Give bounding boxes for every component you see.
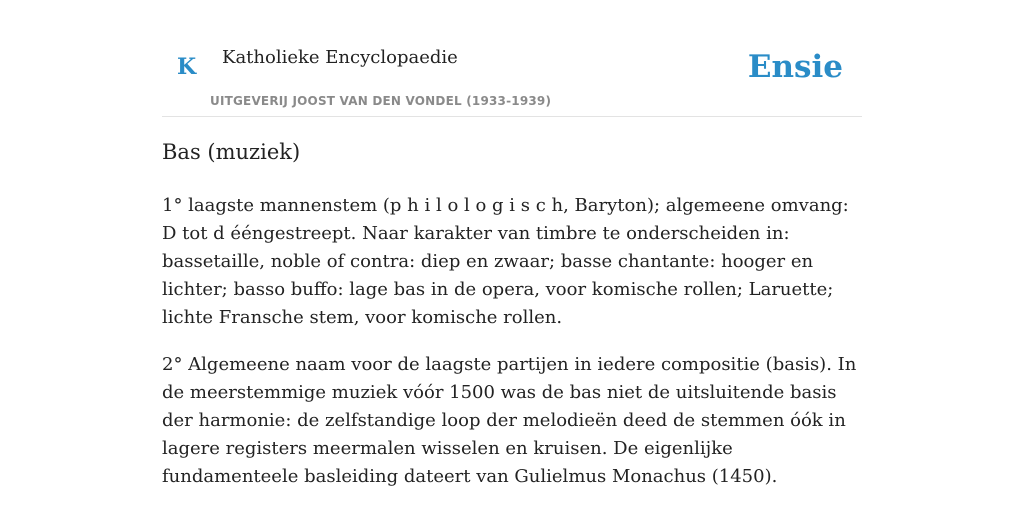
content-container: [162, 0, 862, 487]
article-body: [162, 192, 862, 510]
article-title: Bas (muziek): [162, 140, 301, 164]
encyclopedia-logo[interactable]: K: [177, 54, 197, 80]
encyclopedia-title[interactable]: Katholieke Encyclopaedie: [222, 47, 458, 68]
brand-logo-link[interactable]: Ensie: [747, 49, 843, 85]
publisher-label: UITGEVERIJ JOOST VAN DEN VONDEL (1933-1939): [210, 94, 552, 108]
article-paragraph-1: 1° laagste mannenstem (p h i l o l o g i s c h, Baryton); algemeene omvang: D tot d ééngestreept. Naar karakter van timbre te onderscheiden in: bassetaille, noble of contra: diep en zwaar; basse chantante: hooger en lichter; basso buffo: lage bas in de opera, voor komische rollen; Laruette; lichte Fransche stem, voor komische rollen.: [162, 195, 849, 328]
article-paragraph-2: 2° Algemeene naam voor de laagste partijen in iedere compositie (basis). In de meerstemmige muziek vóór 1500 was de bas niet de uitsluitende basis der harmonie: de zelfstandige loop der melodieën deed de stemmen óók in lagere registers meermalen wisselen en kruisen. De eigenlijke fundamenteele basleiding dateert van Gulielmus Monachus (1450).: [162, 354, 857, 487]
header: [162, 0, 862, 117]
